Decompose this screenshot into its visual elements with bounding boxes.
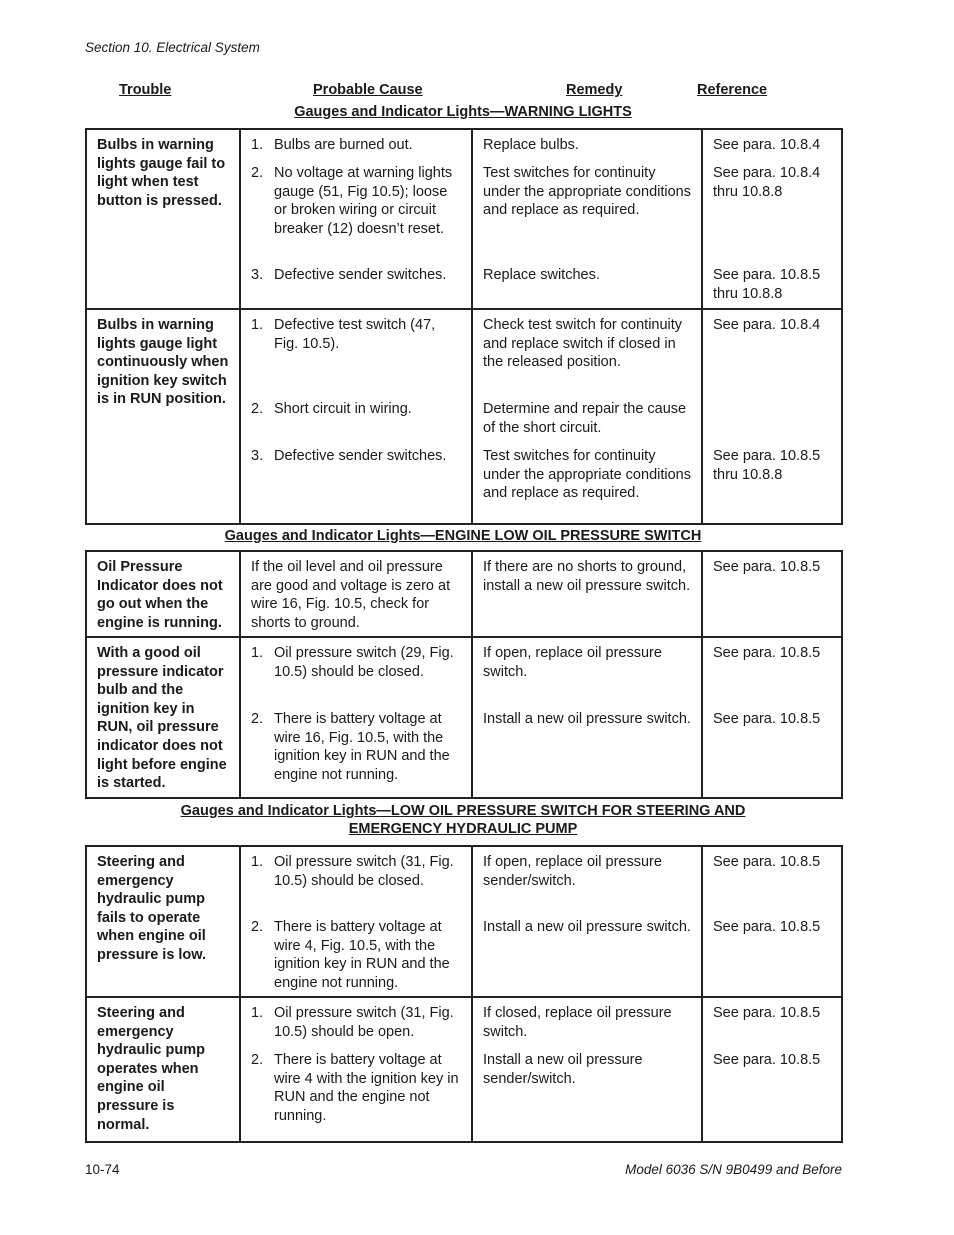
cause-entry <box>251 266 461 285</box>
trouble-table-steering-pump-switch <box>85 845 843 1143</box>
remedy-cell <box>472 129 702 309</box>
group-title-line: Gauges and Indicator Lights—ENGINE LOW OIL PRESSURE SWITCH <box>224 528 702 544</box>
reference-cell <box>702 997 842 1142</box>
cause-cell <box>240 129 472 309</box>
reference-cell <box>702 846 842 997</box>
reference-text: See para. 10.8.4 <box>713 317 821 333</box>
cause-text: Short circuit in wiring. <box>274 401 412 417</box>
cause-text: Oil pressure switch (31, Fig. 10.5) should be open. <box>274 1005 454 1040</box>
reference-cell <box>702 637 842 798</box>
trouble-table-engine-low-oil-pressure <box>85 550 843 799</box>
reference-text: See para. 10.8.5 <box>713 711 821 727</box>
item-number: 1. <box>251 854 264 870</box>
cause-entry <box>251 644 461 710</box>
remedy-text: If open, replace oil pressure sender/switch. <box>483 854 662 889</box>
cause-entry <box>251 853 461 918</box>
remedy-text: Test switches for continuity under the appropriate conditions and replace as required. <box>483 448 691 502</box>
cause-text: Defective sender switches. <box>274 267 447 283</box>
cause-cell <box>240 309 472 524</box>
item-number: 3. <box>251 448 264 464</box>
cause-text: Oil pressure switch (31, Fig. 10.5) should be closed. <box>274 854 454 889</box>
group-title-engine-low-oil-pressure <box>85 527 841 545</box>
cause-entry <box>251 316 461 400</box>
cause-text: If the oil level and oil pressure are good and voltage is zero at wire 16, Fig. 10.5, check for shorts to ground. <box>251 559 451 631</box>
model-footer: Model 6036 S/N 9B0499 and Before <box>625 1162 842 1177</box>
trouble-cell: Oil Pressure Indicator does not go out when the engine is running. <box>86 551 240 637</box>
reference-cell <box>702 551 842 637</box>
remedy-text: If there are no shorts to ground, install a new oil pressure switch. <box>483 559 691 594</box>
reference-text <box>713 400 831 447</box>
cause-text: There is battery voltage at wire 4 with the ignition key in RUN and the engine not running. <box>274 1052 459 1124</box>
remedy-text: Install a new oil pressure switch. <box>483 711 691 727</box>
column-header-trouble: Trouble <box>119 82 172 98</box>
column-header-probable-cause: Probable Cause <box>313 82 423 98</box>
table-row <box>86 846 842 997</box>
cause-text: Bulbs are burned out. <box>274 137 413 153</box>
trouble-cell: Bulbs in warning lights gauge fail to light when test button is pressed. <box>86 129 240 309</box>
item-number: 2. <box>251 1052 264 1068</box>
remedy-text: If open, replace oil pressure switch. <box>483 645 662 680</box>
cause-entry <box>251 710 461 784</box>
item-number: 1. <box>251 137 264 153</box>
group-title-line: Gauges and Indicator Lights—WARNING LIGHTS <box>294 104 632 120</box>
item-number: 1. <box>251 1005 264 1021</box>
remedy-text: Install a new oil pressure sender/switch. <box>483 1052 643 1087</box>
reference-text: See para. 10.8.4 thru 10.8.8 <box>713 165 821 200</box>
table-row <box>86 637 842 798</box>
reference-text: See para. 10.8.4 <box>713 137 821 153</box>
table-row <box>86 997 842 1142</box>
column-headers <box>0 82 954 102</box>
trouble-cell: Steering and emergency hydraulic pump fails to operate when engine oil pressure is low. <box>86 846 240 997</box>
cause-entry <box>251 400 461 447</box>
item-number: 1. <box>251 317 264 333</box>
reference-text: See para. 10.8.5 thru 10.8.8 <box>713 448 821 483</box>
remedy-cell <box>472 637 702 798</box>
trouble-cell: With a good oil pressure indicator bulb and the ignition key in RUN, oil pressure indicator does not light before engine is started. <box>86 637 240 798</box>
item-number: 2. <box>251 711 264 727</box>
cause-text: There is battery voltage at wire 16, Fig. 10.5, with the ignition key in RUN and the engine not running. <box>274 711 450 783</box>
reference-text: See para. 10.8.5 <box>713 645 821 661</box>
reference-text: See para. 10.8.5 thru 10.8.8 <box>713 267 821 302</box>
trouble-cell: Bulbs in warning lights gauge light continuously when ignition key switch is in RUN position. <box>86 309 240 524</box>
item-number: 2. <box>251 401 264 417</box>
cause-text: No voltage at warning lights gauge (51, Fig 10.5); loose or broken wiring or circuit breaker (12) doesn’t reset. <box>274 165 453 237</box>
cause-entry <box>251 1004 461 1051</box>
cause-cell <box>240 846 472 997</box>
cause-cell <box>240 637 472 798</box>
item-number: 1. <box>251 645 264 661</box>
group-title-line: Gauges and Indicator Lights—LOW OIL PRESSURE SWITCH FOR STEERING AND <box>180 803 746 819</box>
cause-text: Oil pressure switch (29, Fig. 10.5) should be closed. <box>274 645 454 680</box>
reference-text: See para. 10.8.5 <box>713 559 821 575</box>
reference-cell <box>702 309 842 524</box>
item-number: 2. <box>251 165 264 181</box>
remedy-text: Replace switches. <box>483 267 600 283</box>
cause-cell <box>240 551 472 637</box>
remedy-text: Replace bulbs. <box>483 137 579 153</box>
table-row <box>86 309 842 524</box>
remedy-cell <box>472 846 702 997</box>
remedy-cell <box>472 551 702 637</box>
cause-text: There is battery voltage at wire 4, Fig. 10.5, with the ignition key in RUN and the engine not running. <box>274 919 450 991</box>
remedy-cell <box>472 997 702 1142</box>
table-row <box>86 551 842 637</box>
remedy-text: Install a new oil pressure switch. <box>483 919 691 935</box>
reference-cell <box>702 129 842 309</box>
item-number: 3. <box>251 267 264 283</box>
remedy-text: If closed, replace oil pressure switch. <box>483 1005 672 1040</box>
page-number: 10-74 <box>85 1162 120 1177</box>
cause-entry <box>251 1051 461 1125</box>
cause-entry <box>251 164 461 266</box>
reference-text: See para. 10.8.5 <box>713 919 821 935</box>
cause-entry <box>251 136 461 164</box>
remedy-text: Test switches for continuity under the appropriate conditions and replace as required. <box>483 165 691 219</box>
cause-text: Defective test switch (47, Fig. 10.5). <box>274 317 436 352</box>
cause-cell <box>240 997 472 1142</box>
column-header-remedy: Remedy <box>566 82 623 98</box>
trouble-cell: Steering and emergency hydraulic pump operates when engine oil pressure is normal. <box>86 997 240 1142</box>
group-title-steering-pump-switch <box>85 802 841 838</box>
section-title: Section 10. Electrical System <box>85 40 260 55</box>
cause-entry <box>251 447 461 466</box>
cause-entry <box>251 918 461 992</box>
group-title-line: EMERGENCY HYDRAULIC PUMP <box>348 821 578 837</box>
remedy-cell <box>472 309 702 524</box>
remedy-text: Determine and repair the cause of the short circuit. <box>483 401 687 436</box>
trouble-table-warning-lights <box>85 128 843 525</box>
reference-text: See para. 10.8.5 <box>713 854 821 870</box>
reference-text: See para. 10.8.5 <box>713 1052 821 1068</box>
remedy-text: Check test switch for continuity and replace switch if closed in the released position. <box>483 317 683 371</box>
item-number: 2. <box>251 919 264 935</box>
group-title-warning-lights <box>85 103 841 121</box>
table-row <box>86 129 842 309</box>
reference-text: See para. 10.8.5 <box>713 1005 821 1021</box>
cause-text: Defective sender switches. <box>274 448 447 464</box>
column-header-reference: Reference <box>697 82 768 98</box>
